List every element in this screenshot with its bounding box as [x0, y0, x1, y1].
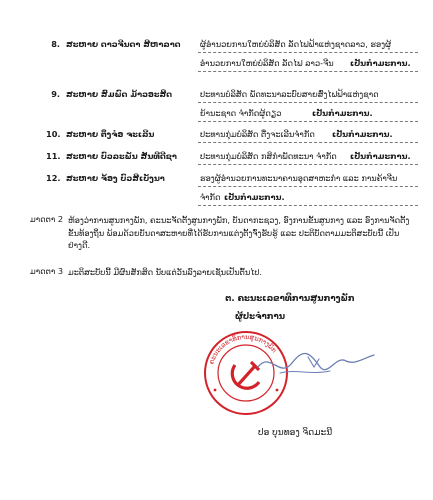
article-3-label: ມາດຕາ 3	[30, 266, 64, 276]
underline	[198, 121, 418, 122]
member-name: ສະຫາຍ ຕຶງຈໍອ ຈະເລີນ	[66, 129, 155, 139]
member-number: 8.	[51, 39, 60, 49]
member-description: ປະທານບໍລິສັດ ພັດທະນາລະບົບສາຍສົ່ງໄຟຟ້າແຫ່ງຊາດ	[200, 89, 379, 99]
underline	[198, 71, 418, 72]
member-name: ສະຫາຍ ດາວຈີນດາ ສີຫາລາດ	[66, 39, 181, 49]
member-name: ສະຫາຍ ຈ້ອງ ບົວສີເບັງນາ	[66, 173, 165, 183]
member-number: 10.	[46, 129, 61, 139]
signatory-role: ຜູ້ປະຈຳການ	[234, 312, 285, 322]
member-number: 9.	[51, 89, 60, 99]
underline	[198, 205, 418, 206]
member-description: ຈຳກັດ	[200, 192, 221, 202]
member-description: ຜູ້ອຳນວຍການໃຫຍ່ບໍລິສັດ ລັດໄຟຟ້າແຫ່ງຊາດລາວ, ຮອງຜູ້	[200, 39, 392, 49]
underline	[198, 102, 418, 103]
signatory-org: ຕ. ຄະນະເລຂາທິການສູນກາງພັກ	[225, 294, 355, 304]
member-number: 11.	[46, 151, 61, 161]
member-description: ຮອງຜູ້ອຳນວຍການທະນາຄານອຸດສາຫະກຳ ແລະ ການຄ້າຈີນ	[200, 173, 398, 183]
member-role: ເປັນກຳມະການ.	[350, 58, 411, 68]
article-2-label: ມາດຕາ 2	[30, 214, 64, 224]
article-2-text: ຫ້ອງວ່າການສູນກາງພັກ, ຄະນະຈັດຕັ້ງສູນກາງພັກ, ບັນດາກະຊວງ, ອົງການຂັ້ນສູນກາງ ແລະ ອົງການຈັດຕັ້ງຂັ້ນທ້ອງຖິ່ນ ພ້ອມດ້ວຍບັນດາສະຫາຍທີ່ໄດ້ຮັບການແຕ່ງຕັ້ງຈົ່ງຮັບຮູ້ ແລະ ປະຕິບັດຕາມມະຕິສະບັບນີ້ ເປັນຢ່າງດີ.	[68, 215, 410, 250]
article-3-text: ມະຕິສະບັບນີ້ ມີຜົນສັກສິດ ນັບແຕ່ວັນລົງລາຍເຊັນເປັນຕົ້ນໄປ.	[68, 267, 263, 277]
handwritten-signature	[250, 345, 380, 385]
underline	[198, 164, 418, 165]
underline	[198, 142, 418, 143]
underline	[198, 186, 418, 187]
member-name: ສະຫາຍ ບົວລະພັນ ສັນທີດີຊາ	[66, 151, 177, 161]
member-description: ປະທານກຸ່ມບໍລິສັດ ກສິກຳພັດທະນາ ຈຳກັດ	[200, 151, 337, 161]
stamp-text: ຄະນະເລຂາທິການສູນກາງພັກ	[207, 332, 279, 366]
member-role: ເປັນກຳມະການ.	[224, 192, 285, 202]
member-number: 12.	[46, 173, 61, 183]
member-role: ເປັນກຳມະການ.	[350, 151, 411, 161]
member-name: ສະຫາຍ ສົມພົດ ມ້າວອະສິດ	[66, 89, 173, 99]
member-role: ເປັນກຳມະການ.	[312, 108, 373, 118]
underline	[198, 52, 418, 53]
signatory-name: ປອ ບຸນທອງ ຈິດມະນີ	[258, 428, 333, 438]
member-role: ເປັນກຳມະການ.	[332, 129, 393, 139]
member-description: ປະທານກຸ່ມບໍລິສັດ ຕື່ງຈະເລີນຈຳກັດ	[200, 129, 315, 139]
member-description: ອຳນວຍການໃຫຍ່ບໍລິສັດ ລັດໄຟ ລາວ-ຈີນ	[200, 58, 334, 68]
member-description: ຍ້ານະຊາດ ຈຳກັດຜູ້ດຽວ	[200, 108, 282, 118]
